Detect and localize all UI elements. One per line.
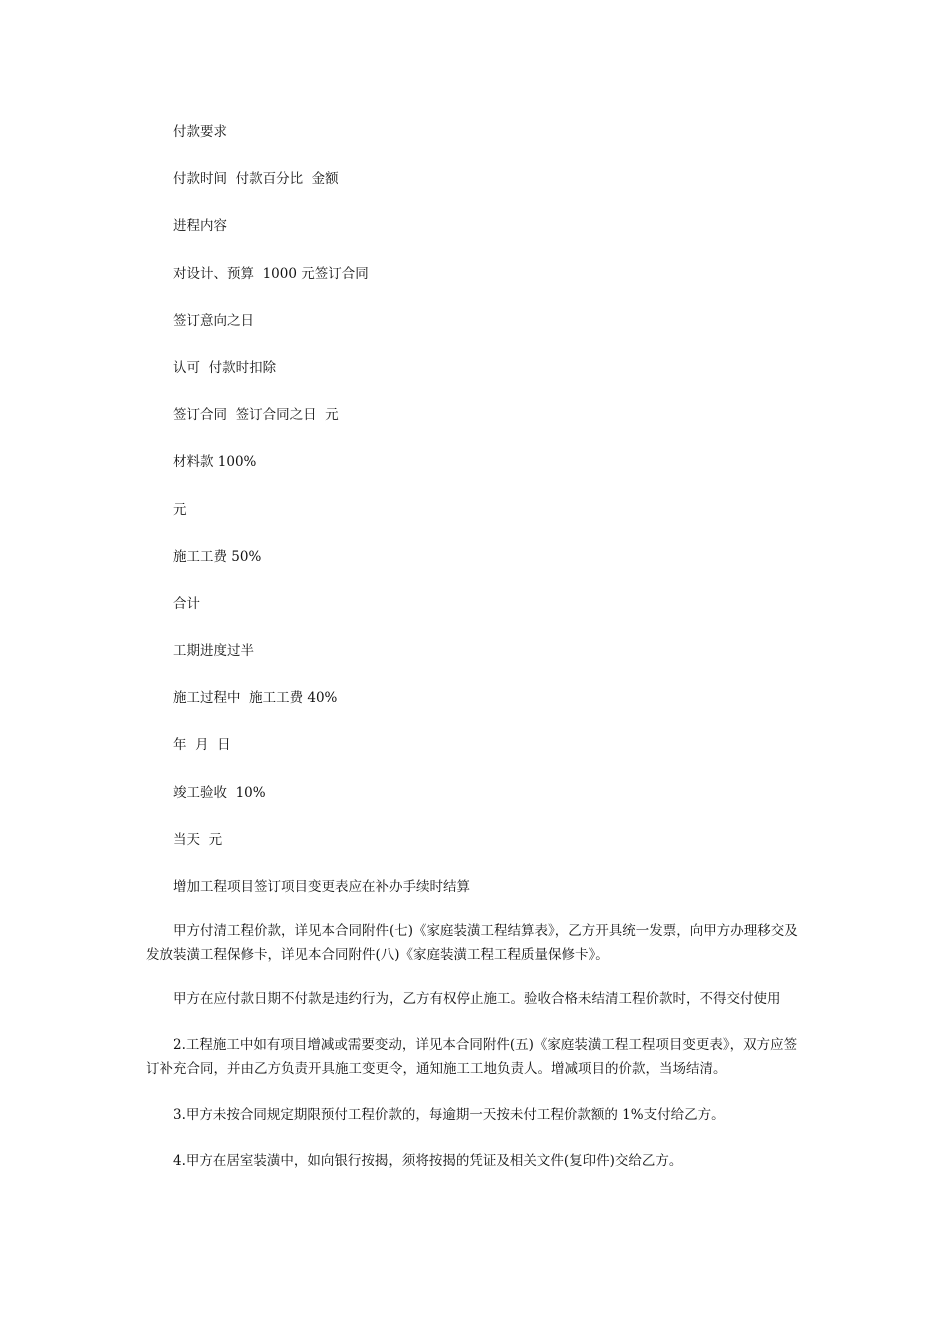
text-line: 工期进度过半 bbox=[173, 643, 254, 660]
text-line: 竣工验收 10% bbox=[173, 784, 266, 801]
text-line: 进程内容 bbox=[173, 218, 227, 235]
text-line: 元 bbox=[173, 501, 187, 518]
text-line: 合计 bbox=[173, 595, 200, 612]
text-line: 认可 付款时扣除 bbox=[173, 359, 277, 376]
paragraph-settlement: 甲方付清工程价款，详见本合同附件(七)《家庭装潢工程结算表》，乙方开具统一发票，向甲方办理移交及发放装潢工程保修卡，详见本合同附件(八)《家庭装潢工程工程质量保修卡》。 bbox=[146, 923, 798, 963]
text-line: 对设计、预算 1000 元签订合同 bbox=[173, 265, 369, 282]
text-line: 施工过程中 施工工费 40% bbox=[173, 690, 338, 707]
paragraph-item-2: 2.工程施工中如有项目增减或需要变动，详见本合同附件(五)《家庭装潢工程工程项目变更表》，双方应签订补充合同，并由乙方负责开具施工变更令，通知施工工地负责人。增减项目的价款，当场结清。 bbox=[146, 1037, 798, 1077]
paragraph-item-4: 4.甲方在居室装潢中，如向银行按揭，须将按揭的凭证及相关文件(复印件)交给乙方。 bbox=[173, 1153, 683, 1169]
text-line: 施工工费 50% bbox=[173, 548, 262, 565]
text-line: 签订意向之日 bbox=[173, 312, 254, 329]
text-line: 材料款 100% bbox=[173, 454, 257, 471]
text-line: 签订合同 签订合同之日 元 bbox=[173, 407, 339, 424]
text-line: 付款时间 付款百分比 金额 bbox=[173, 171, 339, 188]
text-line: 付款要求 bbox=[173, 124, 227, 140]
paragraph-item-3: 3.甲方未按合同规定期限预付工程价款的，每逾期一天按未付工程价款额的 1%支付给乙方。 bbox=[173, 1107, 725, 1123]
text-line: 当天 元 bbox=[173, 831, 223, 848]
contract-text bbox=[146, 122, 808, 1173]
text-line: 增加工程项目签订项目变更表应在补办手续时结算 bbox=[173, 879, 470, 895]
paragraph-late-payment: 甲方在应付款日期不付款是违约行为，乙方有权停止施工。验收合格未结清工程价款时，不得交付使用 bbox=[173, 991, 781, 1007]
text-line: 年 月 日 bbox=[173, 737, 231, 754]
